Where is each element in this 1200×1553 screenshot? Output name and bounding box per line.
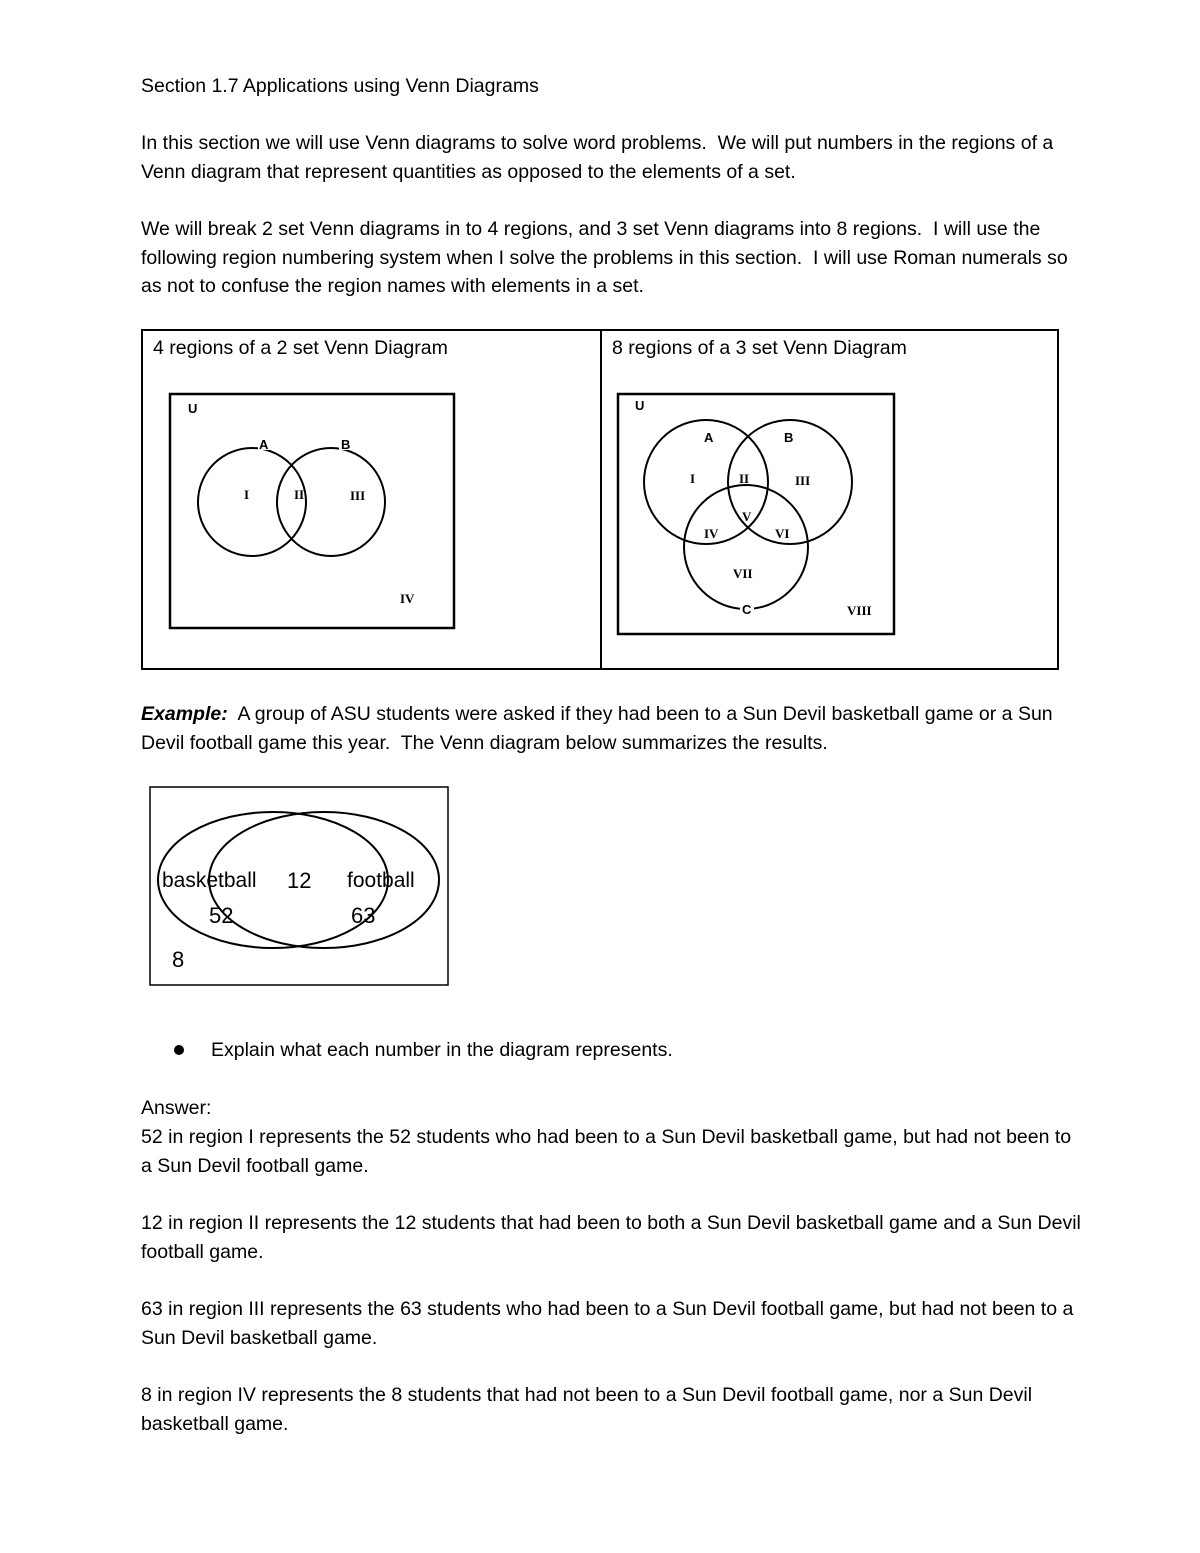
set-a-circle xyxy=(198,448,306,556)
example-text: A group of ASU students were asked if they had been to a Sun Devil basketball game or a Sun Devil football game this year. The Venn diagram below summarizes the results. xyxy=(141,703,1059,754)
football-label: football xyxy=(347,869,415,892)
set-b-circle xyxy=(277,448,385,556)
answer-item: 12 in region II represents the 12 students that had been to both a Sun Devil basketball game and a Sun Devil football game. xyxy=(141,1212,1087,1263)
region-label: VII xyxy=(733,566,753,581)
universe-label: U xyxy=(188,401,198,416)
region-label: IV xyxy=(400,591,415,606)
set-b-label: B xyxy=(784,430,794,445)
two-set-caption: 4 regions of a 2 set Venn Diagram xyxy=(153,337,448,359)
basketball-only-value: 52 xyxy=(209,903,234,928)
region-label: V xyxy=(742,509,752,524)
universe-label: U xyxy=(635,398,645,413)
answer-item: 63 in region III represents the 63 students who had been to a Sun Devil football game, but had not been to a Sun Devil basketball game. xyxy=(141,1298,1079,1349)
region-label: I xyxy=(690,471,696,486)
set-c-label: C xyxy=(742,602,752,617)
region-label: III xyxy=(350,488,366,503)
bullet-dot xyxy=(174,1045,184,1055)
both-value: 12 xyxy=(287,868,312,893)
bullet-item: Explain what each number in the diagram represents. xyxy=(211,1039,673,1061)
set-b-label: B xyxy=(341,437,351,452)
two-set-venn-diagram xyxy=(143,331,600,668)
answer-item: 52 in region I represents the 52 students who had been to a Sun Devil basketball game, but had not been to a Sun Devil football game. xyxy=(141,1126,1077,1177)
region-label: IV xyxy=(704,526,719,541)
neither-value: 8 xyxy=(172,947,185,972)
region-label: VIII xyxy=(847,603,872,618)
region-label: II xyxy=(739,471,750,486)
football-only-value: 63 xyxy=(351,903,376,928)
answer-item: 8 in region IV represents the 8 students that had not been to a Sun Devil football game, nor a Sun Devil basketball game. xyxy=(141,1384,1038,1435)
set-c-circle xyxy=(684,485,808,609)
section-title: Section 1.7 Applications using Venn Diagrams xyxy=(141,75,539,97)
set-a-label: A xyxy=(259,437,269,452)
intro-paragraph-1: In this section we will use Venn diagrams to solve word problems. We will put numbers in the regions of a Venn diagram that represent quantities as opposed to the elements of a set. xyxy=(141,132,1059,183)
example-label: Example: xyxy=(141,703,228,725)
set-a-label: A xyxy=(704,430,714,445)
region-label: II xyxy=(294,487,305,502)
region-label: III xyxy=(795,473,811,488)
example-paragraph xyxy=(141,700,1081,757)
three-set-caption: 8 regions of a 3 set Venn Diagram xyxy=(612,337,907,359)
region-label: VI xyxy=(775,526,790,541)
region-label: I xyxy=(244,487,250,502)
example-venn-diagram xyxy=(148,785,452,989)
region-table xyxy=(141,329,1059,670)
three-set-venn-diagram xyxy=(602,331,1059,668)
basketball-label: basketball xyxy=(162,869,257,892)
intro-paragraph-2: We will break 2 set Venn diagrams in to 4 regions, and 3 set Venn diagrams into 8 regions. I will use the following region numbering system when I solve the problems in this section. I will use Roman numerals so as not to confuse the region names with elements in a set. xyxy=(141,218,1074,297)
answer-label: Answer: xyxy=(141,1097,212,1119)
